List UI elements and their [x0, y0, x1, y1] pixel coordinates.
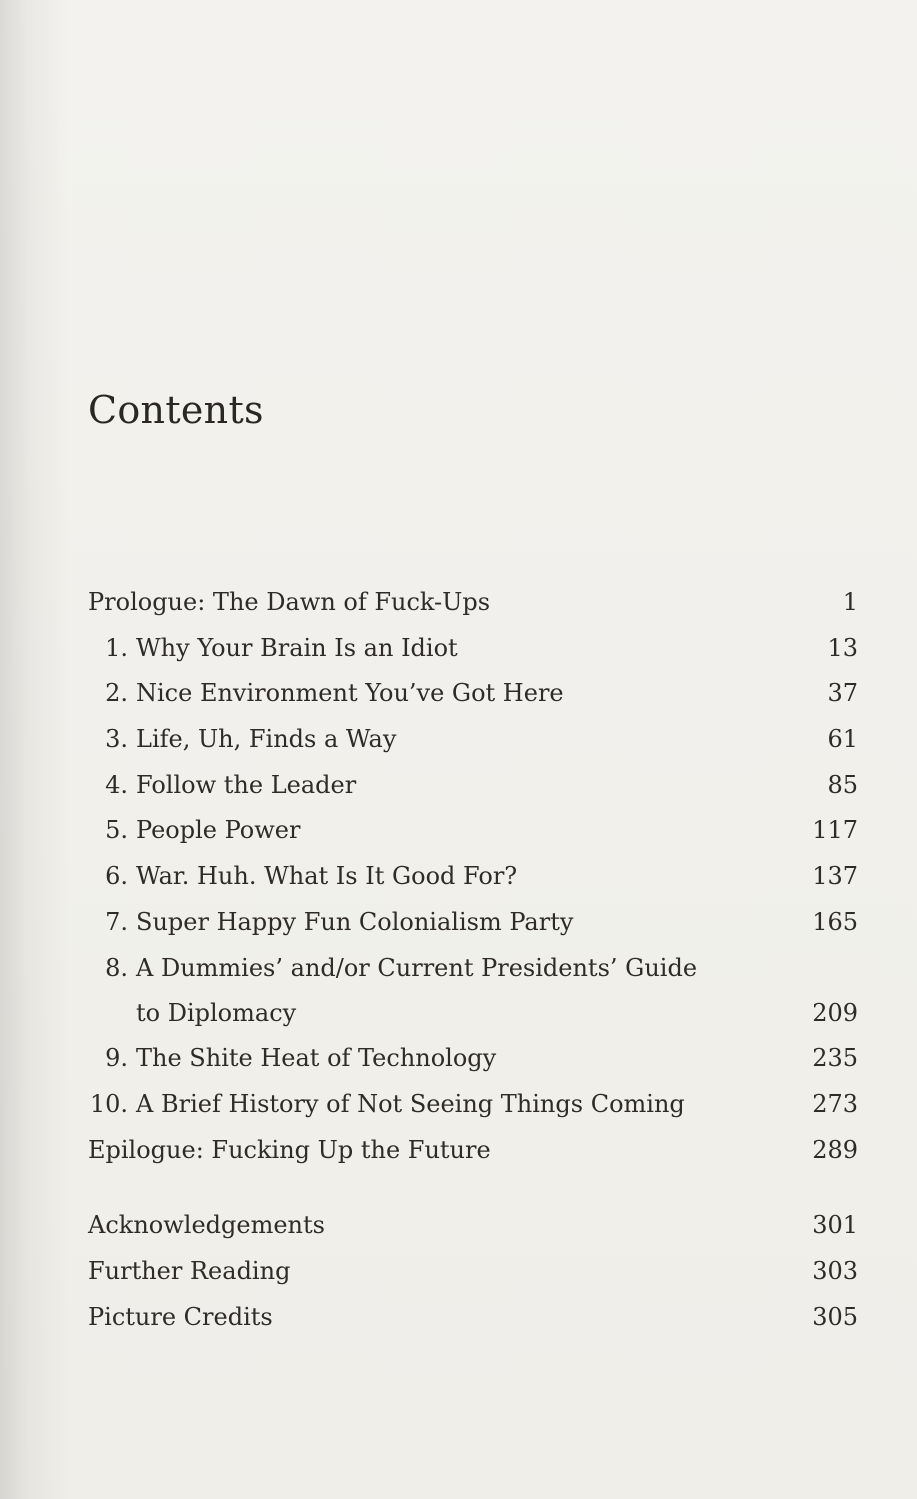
toc-entry-label: to Diplomacy: [136, 999, 297, 1028]
toc-entry-page: 85: [827, 770, 858, 799]
toc-entry-label: Picture Credits: [88, 1302, 273, 1331]
toc-entry-chapter-6: [88, 857, 858, 903]
toc-entry-chapter-9: [88, 1039, 858, 1085]
toc-entry-page: 303: [812, 1256, 858, 1285]
toc-entry-page: 209: [812, 999, 858, 1028]
toc-entry-label: A Brief History of Not Seeing Things Coming: [136, 1089, 685, 1118]
toc-entry-label: Epilogue: Fucking Up the Future: [88, 1135, 491, 1164]
toc-entry-chapter-5: [88, 811, 858, 857]
toc-entry-label: Further Reading: [88, 1256, 291, 1285]
toc-entry-page: 165: [812, 907, 858, 936]
toc-entry-label: Follow the Leader: [136, 770, 357, 799]
toc-entry-label: A Dummies’ and/or Current Presidents’ Guide: [136, 953, 698, 982]
toc-entry-label: Nice Environment You’ve Got Here: [136, 679, 564, 708]
toc-entry-label: War. Huh. What Is It Good For?: [136, 862, 518, 891]
toc-entry-page: 13: [827, 633, 858, 662]
toc-entry-page: 289: [812, 1135, 858, 1164]
toc-entry-number: 1.: [105, 633, 128, 662]
toc-entry-page: 61: [827, 725, 858, 754]
toc-entry-label: Why Your Brain Is an Idiot: [136, 633, 458, 662]
table-of-contents: [88, 583, 858, 1343]
toc-entry-label: Acknowledgements: [88, 1211, 325, 1240]
toc-entry-page: 117: [812, 816, 858, 845]
toc-entry-further-reading: [88, 1252, 858, 1298]
toc-entry-page: 137: [812, 862, 858, 891]
toc-entry-number: 10.: [89, 1089, 128, 1118]
toc-entry-page: 305: [812, 1302, 858, 1331]
toc-entry-chapter-8-continued: [88, 994, 858, 1039]
toc-entry-picture-credits: [88, 1298, 858, 1344]
toc-entry-number: 9.: [105, 1044, 128, 1073]
toc-entry-page: 1: [842, 588, 858, 616]
toc-entry-label: People Power: [136, 816, 301, 845]
toc-entry-label: Life, Uh, Finds a Way: [136, 725, 397, 754]
toc-entry-chapter-4: [88, 766, 858, 812]
toc-entry-page: 273: [812, 1089, 858, 1118]
toc-entry-label: Prologue: The Dawn of Fuck-Ups: [88, 588, 491, 616]
toc-entry-epilogue: [88, 1131, 858, 1177]
toc-entry-page: 235: [812, 1044, 858, 1073]
toc-entry-number: 7.: [105, 907, 128, 936]
toc-entry-prologue: [88, 583, 858, 629]
toc-entry-number: 4.: [105, 770, 128, 799]
toc-entry-chapter-2: [88, 674, 858, 720]
toc-entry-number: 6.: [105, 862, 128, 891]
toc-entry-number: 8.: [105, 953, 128, 982]
toc-entry-number: 3.: [105, 725, 128, 754]
section-gap: [88, 1176, 858, 1206]
toc-entry-chapter-7: [88, 903, 858, 949]
toc-entry-label: The Shite Heat of Technology: [136, 1044, 497, 1073]
toc-entry-page: 301: [812, 1211, 858, 1240]
toc-entry-chapter-10: [88, 1085, 858, 1131]
toc-entry-chapter-8: [88, 949, 858, 995]
toc-entry-chapter-1: [88, 629, 858, 675]
toc-entry-number: 2.: [105, 679, 128, 708]
toc-entry-number: 5.: [105, 816, 128, 845]
toc-entry-page: 37: [827, 679, 858, 708]
toc-entry-label: Super Happy Fun Colonialism Party: [136, 907, 574, 936]
page-title: Contents: [88, 388, 264, 432]
toc-entry-chapter-3: [88, 720, 858, 766]
toc-entry-acknowledgements: [88, 1206, 858, 1252]
